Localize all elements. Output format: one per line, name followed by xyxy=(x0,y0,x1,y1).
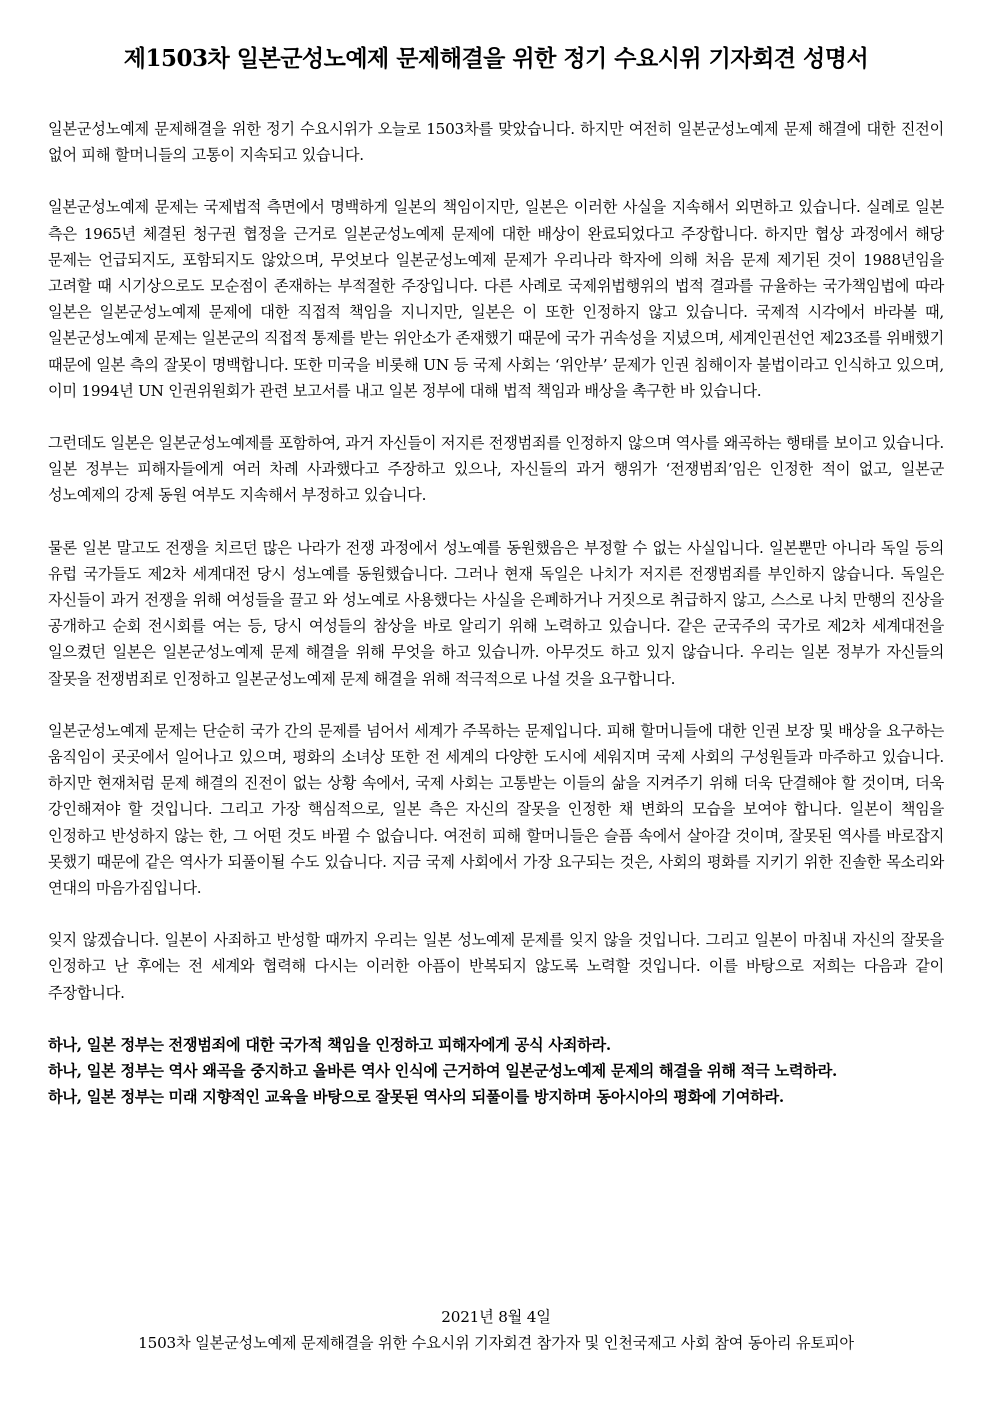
demand-item-2: 하나, 일본 정부는 역사 왜곡을 중지하고 올바른 역사 인식에 근거하여 일본군성노예제 문제의 해결을 위해 적극 노력하라. xyxy=(48,1062,837,1081)
paragraph-1: 일본군성노예제 문제해결을 위한 정기 수요시위가 오늘로 1503차를 맞았습니다. 하지만 여전히 일본군성노예제 문제 해결에 대한 진전이 없어 피해 할머니들의 고통이 지속되고 있습니다. xyxy=(48,120,944,165)
statement-body xyxy=(48,116,944,1006)
statement-footer xyxy=(0,1304,992,1356)
paragraph-5: 일본군성노예제 문제는 단순히 국가 간의 문제를 넘어서 세계가 주목하는 문제입니다. 피해 할머니들에 대한 인권 보장 및 배상을 요구하는 움직임이 곳곳에서 일어나고 있으며, 평화의 소녀상 또한 전 세계의 다양한 도시에 세워지며 국제 사회의 구성원들과 마주하고 있습니다. 하지만 현재처럼 문제 해결의 진전이 없는 상황 속에서, 국제 사회는 고통받는 이들의 삶을 지켜주기 위해 더욱 단결해야 할 것이며, 더욱 강인해져야 할 것입니다. 그리고 가장 핵심적으로, 일본 측은 자신의 잘못을 인정한 채 변화의 모습을 보여야 합니다. 일본이 책임을 인정하고 반성하지 않는 한, 그 어떤 것도 바뀔 수 없습니다. 여전히 피해 할머니들은 슬픔 속에서 살아갈 것이며, 잘못된 역사를 바로잡지 못했기 때문에 같은 역사가 되풀이될 수도 있습니다. 지금 국제 사회에서 가장 요구되는 것은, 사회의 평화를 지키기 위한 진솔한 목소리와 연대의 마음가짐입니다. xyxy=(48,721,944,898)
paragraph-4: 물론 일본 말고도 전쟁을 치르던 많은 나라가 전쟁 과정에서 성노예를 동원했음은 부정할 수 없는 사실입니다. 일본뿐만 아니라 독일 등의 유럽 국가들도 제2차 세계대전 당시 성노예를 동원했습니다. 그러나 현재 독일은 나치가 저지른 전쟁범죄를 부인하지 않습니다. 독일은 자신들이 과거 전쟁을 위해 여성들을 끌고 와 성노예로 사용했다는 사실을 은폐하거나 거짓으로 취급하지 않고, 스스로 나치 만행의 진상을 공개하고 순회 전시회를 여는 등, 당시 여성들의 참상을 바로 알리기 위해 노력하고 있습니다. 같은 군국주의 국가로 제2차 세계대전을 일으켰던 일본은 일본군성노예제 문제 해결을 위해 무엇을 하고 있습니까. 아무것도 하고 있지 않습니다. 우리는 일본 정부가 자신들의 잘못을 전쟁범죄로 인정하고 일본군성노예제 문제 해결을 위해 적극적으로 나설 것을 요구합니다. xyxy=(48,538,944,688)
demand-item-1: 하나, 일본 정부는 전쟁범죄에 대한 국가적 책임을 인정하고 피해자에게 공식 사죄하라. xyxy=(48,1035,611,1054)
paragraph-2: 일본군성노예제 문제는 국제법적 측면에서 명백하게 일본의 책임이지만, 일본은 이러한 사실을 지속해서 외면하고 있습니다. 실례로 일본 측은 1965년 체결된 청구권 협정을 근거로 일본군성노예제 문제에 대한 배상이 완료되었다고 주장합니다. 하지만 협상 과정에서 해당 문제는 언급되지도, 포함되지도 않았으며, 무엇보다 일본군성노예제 문제가 우리나라 학자에 의해 처음 문제 제기된 것이 1988년임을 고려할 때 시기상으로도 모순점이 존재하는 부적절한 주장입니다. 다른 사례로 국제위법행위의 법적 결과를 규율하는 국가책임법에 따라 일본은 일본군성노예제 문제에 대한 직접적 책임을 지니지만, 일본은 이 또한 인정하지 않고 있습니다. 국제적 시각에서 바라볼 때, 일본군성노예제 문제는 일본군의 직접적 통제를 받는 위안소가 존재했기 때문에 국가 귀속성을 지녔으며, 세계인권선언 제23조를 위배했기 때문에 일본 측의 잘못이 명백합니다. 또한 미국을 비롯해 UN 등 국제 사회는 ‘위안부’ 문제가 인권 침해이자 불법이라고 인식하고 있으며, 이미 1994년 UN 인권위원회가 관련 보고서를 내고 일본 정부에 대해 법적 책임과 배상을 촉구한 바 있습니다. xyxy=(48,198,944,400)
demands-list xyxy=(48,1032,944,1111)
demand-item-3: 하나, 일본 정부는 미래 지향적인 교육을 바탕으로 잘못된 역사의 되풀이를 방지하며 동아시아의 평화에 기여하라. xyxy=(48,1088,784,1107)
statement-date: 2021년 8월 4일 xyxy=(441,1308,551,1326)
paragraph-3: 그런데도 일본은 일본군성노예제를 포함하여, 과거 자신들이 저지른 전쟁범죄를 인정하지 않으며 역사를 왜곡하는 행태를 보이고 있습니다. 일본 정부는 피해자들에게 여러 차례 사과했다고 주장하고 있으나, 자신들의 과거 행위가 ‘전쟁범죄’임은 인정한 적이 없고, 일본군 성노예제의 강제 동원 여부도 지속해서 부정하고 있습니다. xyxy=(48,434,944,505)
paragraph-6: 잊지 않겠습니다. 일본이 사죄하고 반성할 때까지 우리는 일본 성노예제 문제를 잊지 않을 것입니다. 그리고 일본이 마침내 자신의 잘못을 인정하고 난 후에는 전 세계와 협력해 다시는 이러한 아픔이 반복되지 않도록 노력할 것입니다. 이를 바탕으로 저희는 다음과 같이 주장합니다. xyxy=(48,931,944,1002)
statement-signature: 1503차 일본군성노예제 문제해결을 위한 수요시위 기자회견 참가자 및 인천국제고 사회 참여 동아리 유토피아 xyxy=(138,1334,854,1352)
document-title: 제1503차 일본군성노예제 문제해결을 위한 정기 수요시위 기자회견 성명서 xyxy=(123,45,869,72)
